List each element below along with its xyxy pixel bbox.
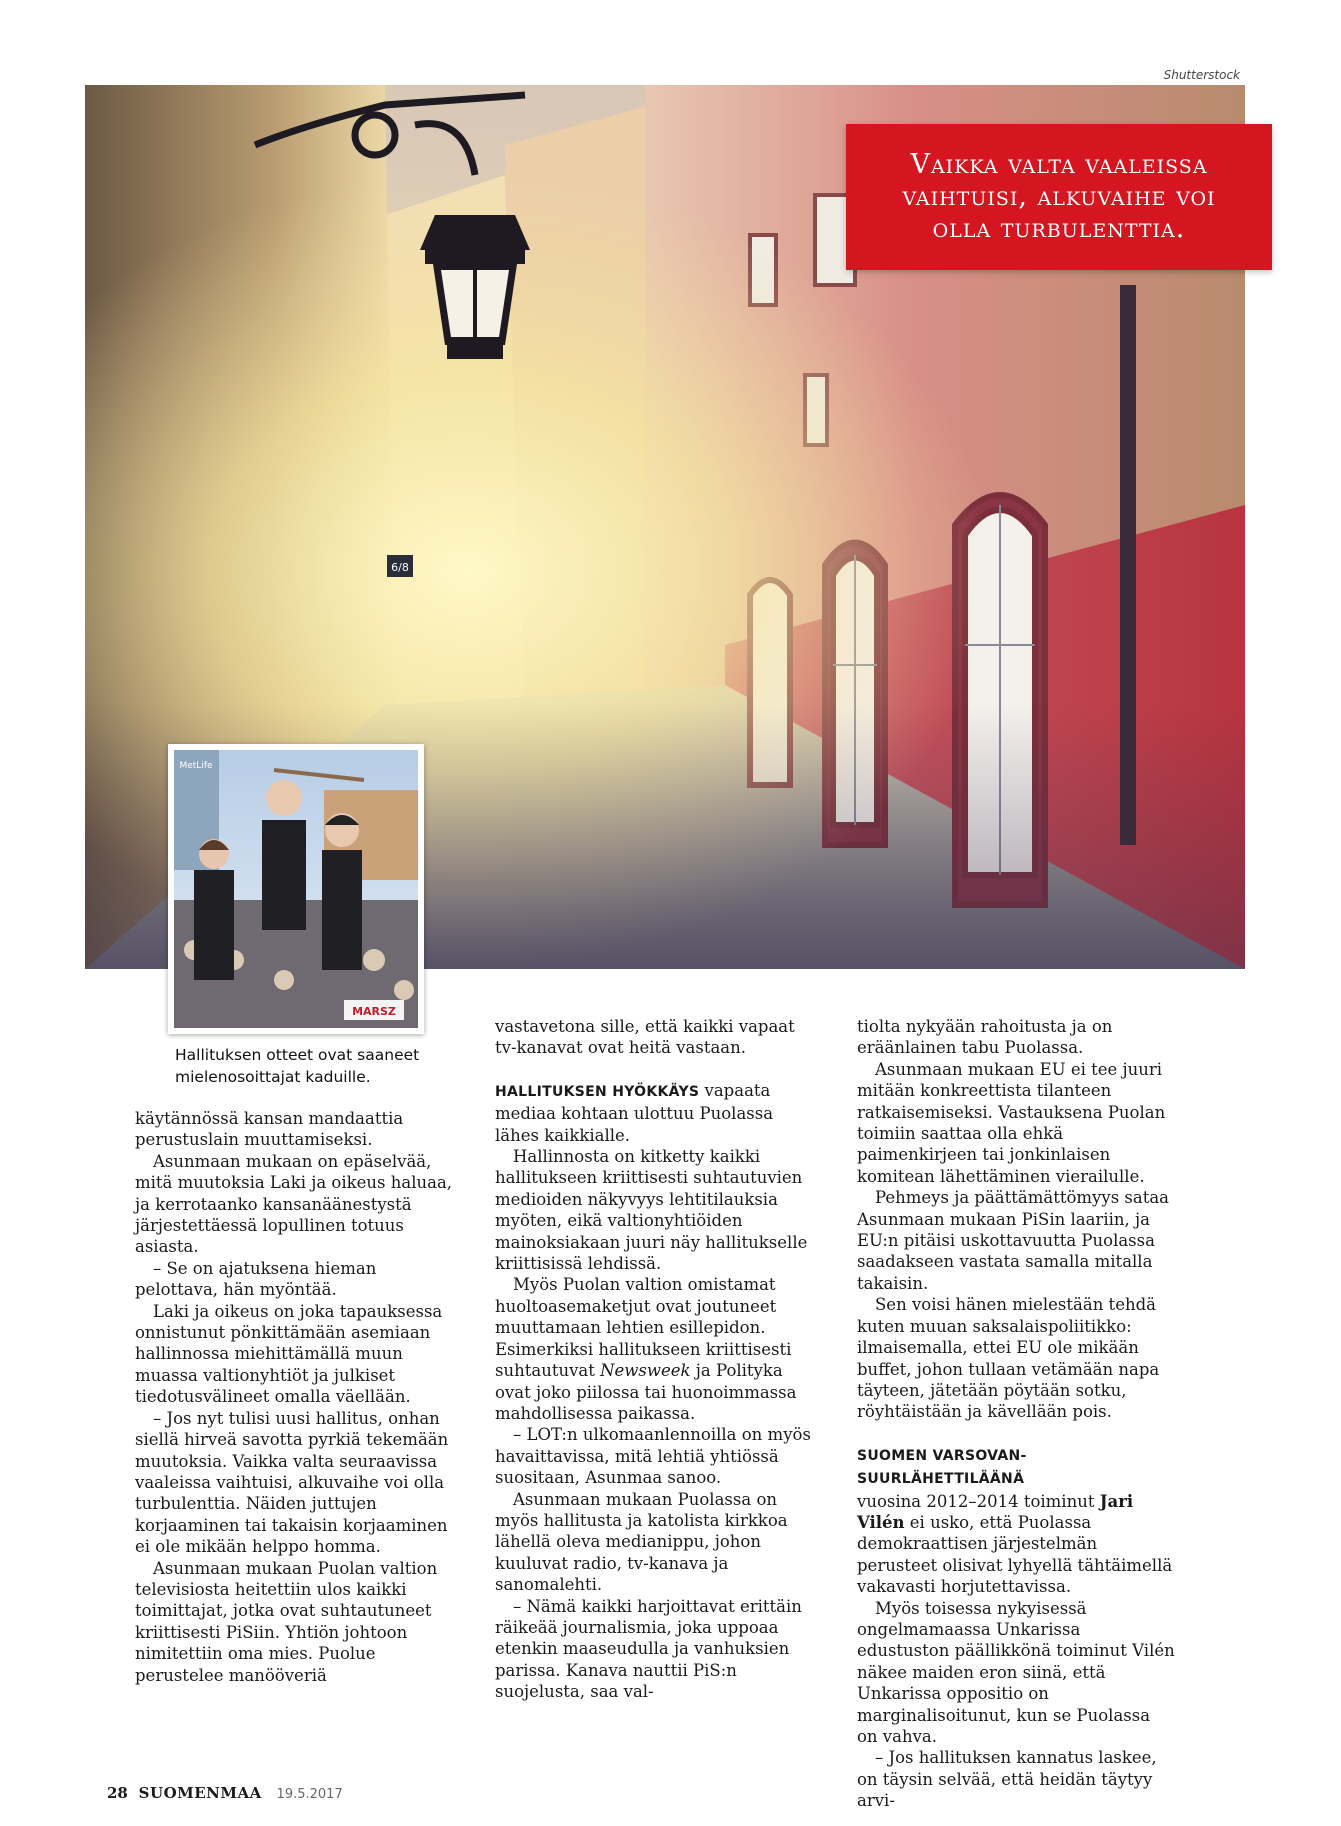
banner-text: MARSZ	[352, 1005, 396, 1018]
paragraph: Pehmeys ja päättämättömyys sataa Asunmaan mukaan PiSin laariin, ja EU:n pitäisi uskottavuutta Puolassa saadakseen vastata samalla mitalla takaisin.	[857, 1188, 1170, 1293]
pull-quote-text: Vaikka valta vaaleissa vaihtuisi, alkuvaihe voi olla turbulenttia.	[902, 149, 1216, 244]
photo-caption: Hallituksen otteet ovat saaneet mielenosoittajat kaduille.	[175, 1046, 420, 1086]
issue-date: 19.5.2017	[276, 1787, 343, 1802]
paragraph: Hallinnosta on kitketty kaikki hallitukseen kriittisesti suhtautuvien medioiden näkyvyys lehtitilauksia myöten, eikä valtionyhtiöiden mainoksiakaan juuri näy hallitukselle kriittisissä lehdissä.	[495, 1147, 808, 1274]
page-number: 28	[107, 1784, 128, 1802]
inset-photo	[168, 744, 424, 1034]
paragraph: Asunmaan mukaan EU ei tee juuri mitään konkreettista tilanteen ratkaisemiseksi. Vastauksena Puolan toimiin saattaa olla ehkä paimenkirjeen tai jonkinlaisen komitean lähettäminen vierailulle.	[857, 1059, 1166, 1186]
paragraph: Asunmaan mukaan on epäselvää, mitä muutoksia Laki ja oikeus haluaa, ja kerrotaanko kansanäänestystä järjestettäessä lopullinen totuus asiasta.	[135, 1151, 453, 1257]
paragraph: tiolta nykyään rahoitusta ja on eräänlainen tabu Puolassa.	[857, 1017, 1113, 1058]
paragraph: Asunmaan mukaan Puolan valtion televisiosta heitettiin ulos kaikki toimittajat, jotka ovat suhtautuneet kriittisesti PiSiin. Yhtiön johtoon nimitettiin oma mies. Puolue perustelee manööveriä	[135, 1558, 438, 1685]
section-lead: SUOMEN VARSOVAN-SUURLÄHETTILÄÄNÄ	[857, 1447, 1027, 1488]
paragraph: vastavetona sille, että kaikki vapaat tv-kanavat ovat heitä vastaan.	[495, 1017, 795, 1058]
magazine-name: Newsweek	[600, 1361, 691, 1381]
article-column-2	[495, 1016, 813, 1703]
section-lead: HALLITUKSEN HYÖKKÄYS	[495, 1083, 700, 1100]
article-column-1	[135, 1108, 453, 1686]
paragraph: – Jos nyt tulisi uusi hallitus, onhan siellä hirveä savotta pyrkiä tekemään muutoksia. Vaikka valta seuraavissa vaaleissa vaihtuisi, alkuvaihe voi olla turbulenttia. Näiden juttujen korjaaminen tai takaisin korjaaminen ei ole mikään helppo homma.	[135, 1408, 449, 1557]
article-column-3	[857, 1016, 1175, 1812]
paragraph: – Jos hallituksen kannatus laskee, on täysin selvää, että heidän täytyy arvi-	[857, 1748, 1157, 1811]
paragraph: Myös toisessa nykyisessä ongelmamaassa Unkarissa edustuston päällikkönä toiminut Vilén näkee maiden eron siinä, että Unkarissa oppositio on marginalisoitunut, kun se Puolassa on vahva.	[857, 1598, 1175, 1746]
paragraph: Myös Puolan valtion omistamat huoltoasemaketjut ovat joutuneet muuttamaan lehtien esillepidon. Esimerkiksi hallitukseen kriittisesti suhtautuvat Newsweek ja Polityka ovat joko piilossa tai huonoimmassa mahdollisessa paikassa.	[495, 1275, 797, 1423]
paragraph: – Nämä kaikki harjoittavat erittäin räikeää journalismia, joka uppoaa etenkin maaseudulla ja vanhuksien parissa. Kanava nauttii PiS:n suojelusta, saa val-	[495, 1596, 802, 1702]
paragraph: Sen voisi hänen mielestään tehdä kuten muuan saksalaispoliitikko: ilmaisemalla, ettei EU ole mikään buffet, johon tullaan vetämään napa täyteen, jätetään pöytään sotku, röyhtäistään ja kävellään pois.	[857, 1295, 1160, 1422]
paragraph: Asunmaan mukaan Puolassa on myös hallitusta ja katolista kirkkoa lähellä oleva medianippu, johon kuuluvat radio, tv-kanava ja sanomalehti.	[495, 1489, 788, 1595]
metlife-sign: MetLife	[179, 761, 213, 771]
magazine-title: SUOMENMAA	[138, 1784, 262, 1802]
paragraph: Laki ja oikeus on joka tapauksessa onnistunut pönkittämään asemiaan hallinnossa miehittämällä muun muassa valtionyhtiöt ja julkiset tiedotusvälineet omalla väellään.	[135, 1301, 443, 1407]
paragraph: käytännössä kansan mandaattia perustuslain muuttamiseksi.	[135, 1109, 404, 1150]
person-name: Jari Vilén	[857, 1491, 1134, 1532]
pull-quote	[846, 124, 1272, 270]
house-number: 6/8	[391, 561, 409, 574]
paragraph: – Se on ajatuksena hieman pelottava, hän myöntää.	[135, 1258, 377, 1300]
section-lead-paragraph: HALLITUKSEN HYÖKKÄYS vapaata mediaa kohtaan ulottuu Puolassa lähes kaikkialle.	[495, 1080, 774, 1145]
paragraph: – LOT:n ulkomaanlennoilla on myös havaittavissa, mitä lehtiä yhtiössä suositaan, Asunmaa sanoo.	[495, 1425, 811, 1488]
section-lead-paragraph: SUOMEN VARSOVAN-SUURLÄHETTILÄÄNÄ vuosina 2012–2014 toiminut Jari Vilén ei usko, että Puolassa demokraattisen järjestelmän perusteet olisivat lyhyellä tähtäimellä vakavasti horjutettavissa.	[857, 1447, 1173, 1597]
photo-credit: Shutterstock	[1163, 68, 1240, 82]
page-footer	[107, 1784, 343, 1802]
